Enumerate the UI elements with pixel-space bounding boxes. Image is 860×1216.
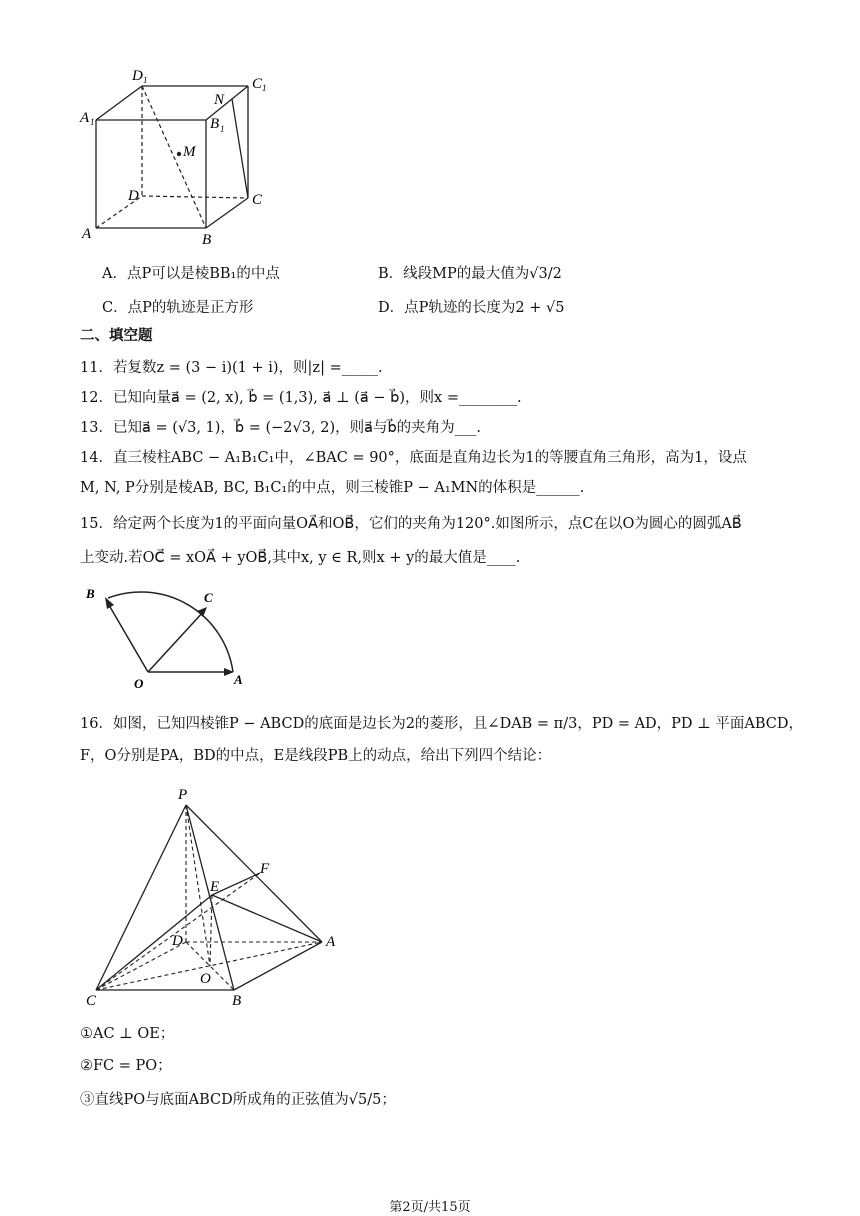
question-16-line1: 16．如图，已知四棱锥P − ABCD的底面是边长为2的菱形，且∠DAB = π/3，PD = AD，PD ⊥ 平面ABCD， xyxy=(80,716,804,732)
option-b: B．线段MP的最大值为√3/2 xyxy=(378,266,562,282)
option-d: D．点P轨迹的长度为2 + √5 xyxy=(378,300,565,316)
svg-text:1: 1 xyxy=(90,117,95,127)
arc-label-b: B xyxy=(86,586,95,601)
conclusion-1: ①AC ⊥ OE； xyxy=(80,1026,175,1042)
question-12: 12．已知向量a⃗ = (2, x), b⃗ = (1,3), a⃗ ⊥ (a⃗ − b⃗)，则x =________. xyxy=(80,390,522,406)
cube-label-a: A xyxy=(82,226,92,242)
cube-label-m: M xyxy=(183,144,196,160)
option-c: C．点P的轨迹是正方形 xyxy=(102,300,254,316)
question-15-line2: 上变动.若OC⃗ = xOA⃗ + yOB⃗,其中x, y ∈ R,则x + y的最大值是____. xyxy=(80,550,521,566)
question-14-line1: 14．直三棱柱ABC − A₁B₁C₁中，∠BAC = 90°，底面是直角边长为1的等腰直角三角形，高为1，设点 xyxy=(80,450,747,466)
conclusion-3: ③直线PO与底面ABCD所成角的正弦值为√5/5； xyxy=(80,1092,396,1108)
cube-label-d: D xyxy=(128,188,139,204)
pyramid-label-c: C xyxy=(86,993,97,1009)
svg-text:1: 1 xyxy=(262,83,267,93)
cube-label-c1: C xyxy=(252,76,263,92)
svg-text:1: 1 xyxy=(143,75,148,85)
option-a: A．点P可以是棱BB₁的中点 xyxy=(102,266,280,282)
pyramid-label-o: O xyxy=(200,971,211,987)
pyramid-label-d: D xyxy=(172,933,183,949)
cube-label-b: B xyxy=(202,232,212,248)
pyramid-label-f: F xyxy=(260,861,270,877)
cube-figure xyxy=(76,66,276,248)
question-14-line2: M, N, P分别是棱AB, BC, B₁C₁的中点，则三棱锥P − A₁MN的体积是______. xyxy=(80,480,585,496)
page-footer: 第2页/共15页 xyxy=(389,1200,471,1215)
arc-label-c: C xyxy=(204,590,213,605)
arc-label-a: A xyxy=(234,672,243,687)
cube-label-d1: D xyxy=(132,68,143,84)
arc-label-o: O xyxy=(134,676,144,690)
question-16-line2: F，O分别是PA，BD的中点，E是线段PB上的动点，给出下列四个结论： xyxy=(80,748,552,764)
question-15-line1: 15．给定两个长度为1的平面向量OA⃗和OB⃗，它们的夹角为120°.如图所示，点C在以O为圆心的圆弧AB⃗ xyxy=(80,516,742,532)
cube-label-b1: B xyxy=(210,116,220,132)
pyramid-label-p: P xyxy=(178,787,188,803)
pyramid-label-a: A xyxy=(326,934,336,950)
pyramid-figure xyxy=(82,785,352,1015)
question-11: 11．若复数z = (3 − i)(1 + i)，则|z| =_____. xyxy=(80,360,383,376)
conclusion-2: ②FC = PO； xyxy=(80,1058,172,1074)
cube-label-c: C xyxy=(252,192,263,208)
cube-label-a1: A xyxy=(80,110,90,126)
section-title: 二、填空题 xyxy=(80,328,153,344)
cube-label-n: N xyxy=(214,92,225,108)
arc-figure xyxy=(80,580,260,690)
pyramid-label-e: E xyxy=(210,879,220,895)
question-13: 13．已知a⃗ = (√3, 1)，b⃗ = (−2√3, 2)，则a⃗与b⃗的夹角为___. xyxy=(80,420,482,436)
pyramid-label-b: B xyxy=(232,993,242,1009)
svg-text:1: 1 xyxy=(220,124,225,134)
